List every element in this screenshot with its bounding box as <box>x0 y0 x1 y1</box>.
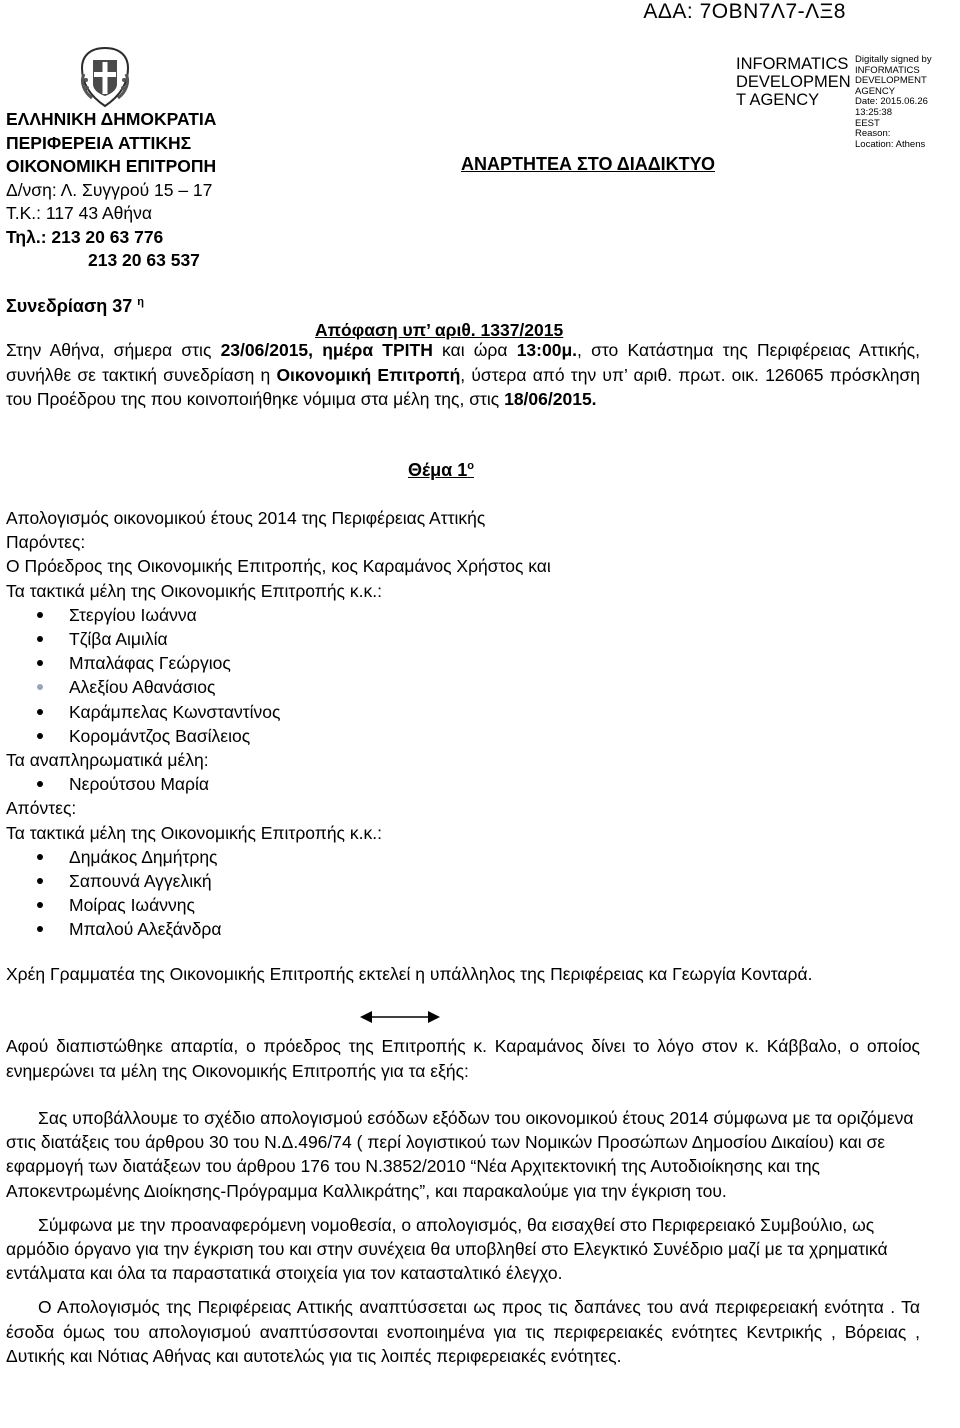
header-address: Δ/νση: Λ. Συγγρού 15 – 17 <box>6 179 213 200</box>
double-arrow-icon <box>360 1010 440 1024</box>
greek-emblem-icon <box>78 46 132 108</box>
signature-details: Digitally signed by INFORMATICS DEVELOPMENT AGENCY Date: 2015.06.26 13:25:38 EEST Reason: Location: Athens <box>855 54 932 150</box>
header-phone-1: Τηλ.: 213 20 63 776 <box>6 226 164 247</box>
header-postal: Τ.Κ.: 117 43 Αθήνα <box>6 203 153 223</box>
list-item: Καράμπελας Κωνσταντίνος <box>6 700 551 724</box>
subject-line: Απολογισμός οικονομικού έτους 2014 της Περιφέρειας Αττικής <box>6 508 486 528</box>
header-phone-2: 213 20 63 537 <box>88 250 200 270</box>
intro-paragraph: Στην Αθήνα, σήμερα στις 23/06/2015, ημέρα ΤΡΙΤΗ και ώρα 13:00μ., στο Κατάστημα της Περιφέρειας Αττικής, συνήλθε σε τακτική συνεδρίαση η Οικονομική Επιτροπή, ύστερα από την υπ’ αριθ. πρωτ. οικ. 126065 πρόσκληση του Προέδρου της που κοινοποιήθηκε νόμιμα στα μέλη της, στις 18/06/2015. <box>6 340 920 409</box>
list-item: Μπαλού Αλεξάνδρα <box>6 917 551 941</box>
signature-organization: INFORMATICS DEVELOPMEN T AGENCY <box>736 55 851 109</box>
proposal-section <box>6 1106 920 1378</box>
absent-regular-label: Τα τακτικά μέλη της Οικονομικής Επιτροπής κ.κ.: <box>6 822 382 843</box>
proposal-paragraph-2: Σύμφωνα με την προαναφερόμενη νομοθεσία, ο απολογισμός, θα εισαχθεί στο Περιφερειακό Συμβούλιο, ως αρμόδιο όργανο για την έγκριση του και στην συνέχεια θα υποβληθεί στο Ελεγκτικό Συνέδριο μαζί με τα χρηματικά εντάλματα και όλα τα παραστατικά στοιχεία για τον κατασταλτικό έλεγχο. <box>6 1214 888 1284</box>
chair-line: Ο Πρόεδρος της Οικονομικής Επιτροπής, κος Καραμάνος Χρήστος και <box>6 556 551 577</box>
quorum-paragraph: Αφού διαπιστώθηκε απαρτία, ο πρόεδρος της Επιτροπής κ. Καραμάνος δίνει το λόγο στον κ. Κάββαλο, ο οποίος ενημερώνει τα μέλη της Οικονομικής Επιτροπής για τα εξής: <box>6 1036 920 1081</box>
list-item: Νερούτσου Μαρία <box>6 772 551 796</box>
regular-members-label: Τα τακτικά μέλη της Οικονομικής Επιτροπής κ.κ.: <box>6 580 382 601</box>
header-committee: ΟΙΚΟΝΟΜΙΚΗ ΕΠΙΤΡΟΠΗ <box>6 156 217 176</box>
present-members-list <box>6 603 551 748</box>
absent-label: Απόντες: <box>6 798 77 819</box>
list-item: Τζίβα Αιμιλία <box>6 627 551 651</box>
posted-online-label: ΑΝΑΡΤΗΤΕΑ ΣΤΟ ΔΙΑΔΙΚΤΥΟ <box>461 154 715 174</box>
list-item: Δημάκος Δημήτρης <box>6 845 551 869</box>
list-item: Κορομάντζος Βασίλειος <box>6 724 551 748</box>
absent-members-list <box>6 845 551 942</box>
header-country: ΕΛΛΗΝΙΚΗ ΔΗΜΟΚΡΑΤΙΑ <box>6 109 217 129</box>
secretary-paragraph: Χρέη Γραμματέα της Οικονομικής Επιτροπής εκτελεί η υπάλληλος της Περιφέρειας κα Γεωργία Κονταρά. <box>6 964 813 984</box>
header-phone-label: Τηλ. <box>6 226 41 247</box>
ada-reference: ΑΔΑ: 7ΟΒΝ7Λ7-ΛΞ8 <box>643 0 846 23</box>
decision-title: Απόφαση υπ’ αριθ. 1337/2015 <box>315 320 564 340</box>
attendance-section <box>6 506 551 942</box>
present-label: Παρόντες: <box>6 532 86 553</box>
alternate-members-list <box>6 772 551 796</box>
list-item: Αλεξίου Αθανάσιος <box>6 675 551 699</box>
header-address-block <box>6 108 216 273</box>
header-region: ΠΕΡΙΦΕΡΕΙΑ ΑΤΤΙΚΗΣ <box>6 132 192 153</box>
list-item: Μπαλάφας Γεώργιος <box>6 651 551 675</box>
list-item: Μοίρας Ιωάννης <box>6 893 551 917</box>
proposal-paragraph-1: Σας υποβάλλουμε το σχέδιο απολογισμού εσόδων εξόδων του οικονομικού έτους 2014 σύμφωνα με τα οριζόμενα στις διατάξεις του άρθρου 30 του Ν.Δ.496/74 ( περί λογιστικού των Νομικών Προσώπων Δημοσίου Δικαίου) και σε εφαρμογή των διατάξεων του άρθρου 176 του Ν.3852/2010 “Νέα Αρχιτεκτονική της Αυτοδιοίκησης και της Αποκεντρωμένης Διοίκησης-Πρόγραμμα Καλλικράτης”, και παρακαλούμε για την έγκριση του. <box>6 1108 914 1201</box>
list-item: Στεργίου Ιωάννα <box>6 603 551 627</box>
proposal-paragraph-3: Ο Απολογισμός της Περιφέρειας Αττικής αναπτύσσεται ως προς τις δαπάνες του ανά περιφερειακή ενότητα . Τα έσοδα όμως του απολογισμού αναπτύσσονται ενοποιημένα για τις περιφερειακές ενότητες Κεντρικής , Βόρειας , Δυτικής και Νότιας Αθήνας και αυτοτελώς για τις λοιπές περιφερειακές ενότητες. <box>6 1297 920 1366</box>
alternate-members-label: Τα αναπληρωματικά μέλη: <box>6 750 209 771</box>
topic-title: Θέμα $1^o$ <box>408 460 474 480</box>
list-item: Σαπουνά Αγγελική <box>6 869 551 893</box>
session-number: Συνεδρίαση 37 $^\eta$ <box>6 296 145 316</box>
